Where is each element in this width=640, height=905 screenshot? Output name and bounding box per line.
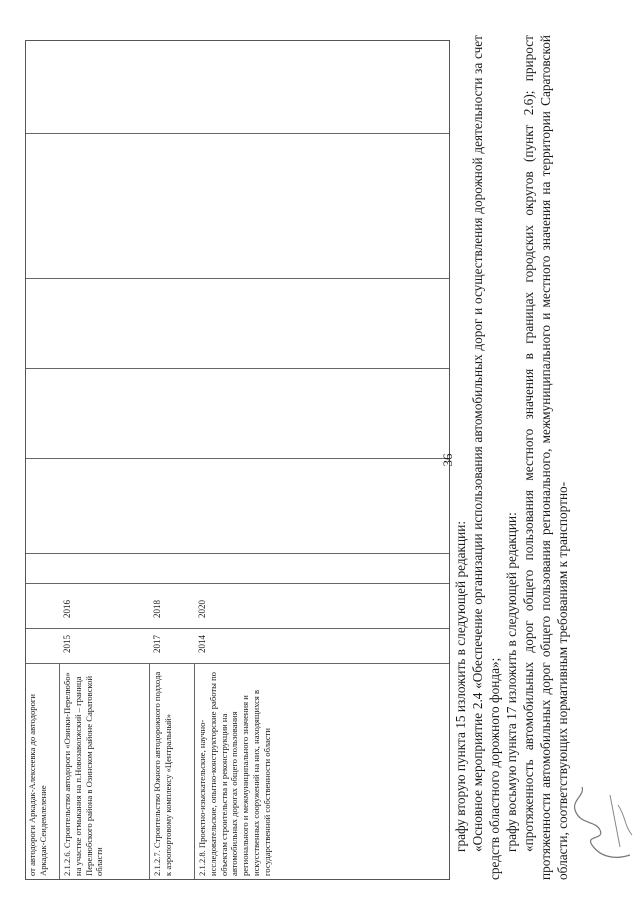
table-row-name: 2.1.2.7. Строительство Южного автодорожного подхода к аэропортовому комплексу «Центральный» <box>152 671 173 876</box>
paragraph: графу восьмую пункта 17 изложить в следующей редакции: <box>504 512 519 852</box>
row-divider <box>59 664 60 879</box>
paragraph: «протяженность автомобильных дорог общего пользования местного значения в границах городских округов (пункт 2.6); прирост протяженности автомобильных дорог общего пользования регионального, межмуниципального и местного значения на территории Саратовской области, соответствующих нормативным требованиям к транспортно- <box>521 35 570 880</box>
row-divider <box>194 664 195 879</box>
column-divider <box>26 628 449 629</box>
column-divider <box>26 553 449 554</box>
paragraph: графу вторую пункта 15 изложить в следующей редакции: <box>453 520 468 852</box>
column-divider <box>26 133 449 134</box>
program-table <box>25 40 450 880</box>
year-start: 2017 <box>152 635 162 653</box>
page-number: 36 <box>440 453 455 467</box>
year-end: 2020 <box>197 600 207 618</box>
body-text <box>452 35 571 880</box>
year-end: 2016 <box>62 600 72 618</box>
column-divider <box>26 278 449 279</box>
column-divider <box>26 583 449 584</box>
table-row-name: 2.1.2.6. Строительство автодороги «Озинки-Перелюбо» на участке отмыкания на п.Новозаволжский – граница Перелюбского района в Озинском районе Саратовской области <box>62 672 105 876</box>
table-row-name: от автодороги Аркадак-Алексеевка до автодороги Аркадак-Сеидемлеление <box>27 694 48 876</box>
year-end: 2018 <box>152 600 162 618</box>
paragraph: «Основное мероприятие 2.4 «Обеспечение организации использования автомобильных дорог и осуществления дорожной деятельности за счет средств областного дорожного фонда»; <box>470 35 502 880</box>
column-divider <box>26 663 449 664</box>
row-divider <box>149 664 150 879</box>
handwritten-signature <box>560 775 640 865</box>
column-divider <box>26 458 449 459</box>
year-start: 2014 <box>197 635 207 653</box>
table-row-name: 2.1.2.8. Проектно-изыскательские, научно-исследовательские, опытно-конструкторские работы по объектам строительства и реконструкции на автомобильных дорогах общего пользования регионального и межмуниципального значения и искусственных сооружений на них, находящихся в государственной собственности области <box>197 672 272 876</box>
column-divider <box>26 368 449 369</box>
year-start: 2015 <box>62 635 72 653</box>
